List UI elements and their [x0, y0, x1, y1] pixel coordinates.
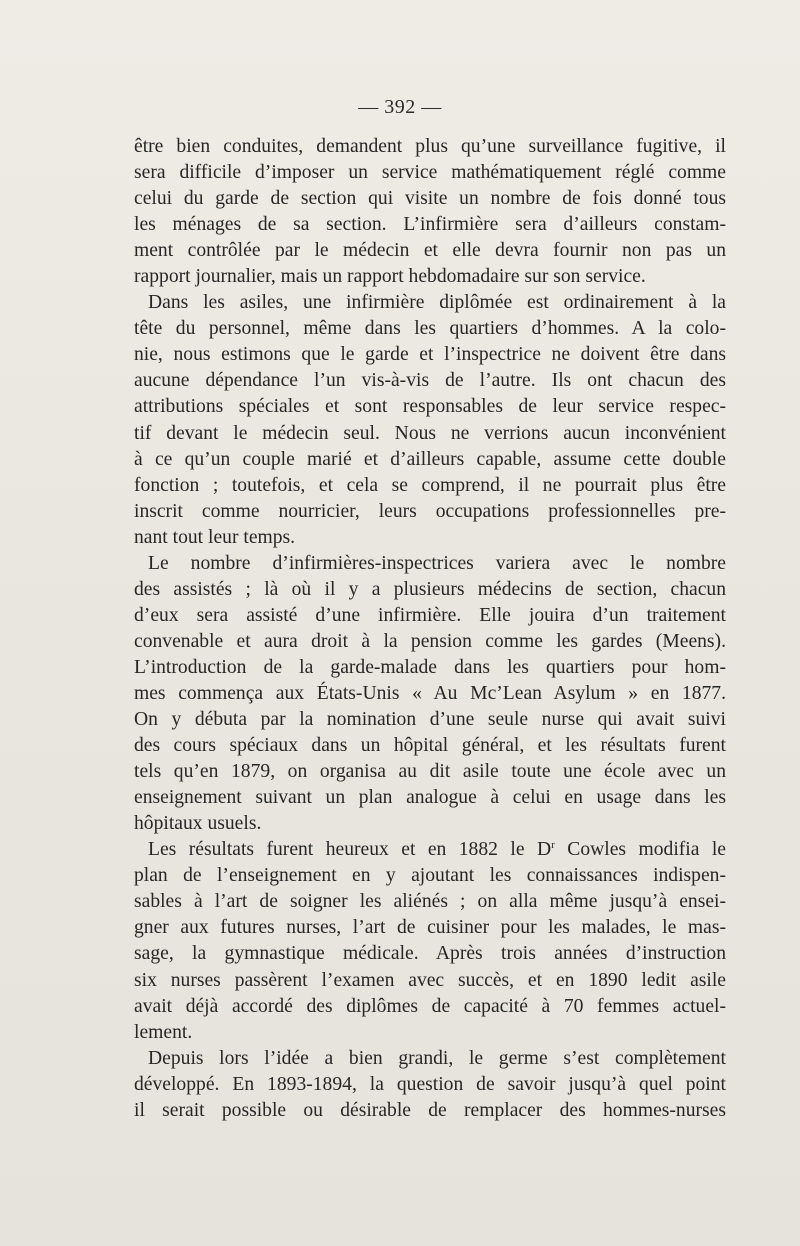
page-number: — 392 — — [358, 96, 442, 118]
text-line: ment contrôlée par le médecin et elle devra fournir non pas un — [134, 240, 726, 262]
text-line: développé. En 1893-1894, la question de savoir jusqu’à quel point — [134, 1073, 726, 1095]
text-line: être bien conduites, demandent plus qu’une surveillance fugitive, il — [134, 136, 726, 157]
text-line: les ménages de sa section. L’infirmière sera d’ailleurs constam- — [134, 214, 726, 236]
text-line: attributions spéciales et sont responsables de leur service respec- — [134, 396, 726, 418]
paragraph-start-line: Le nombre d’infirmières-inspectrices variera avec le nombre — [148, 552, 726, 574]
text-line: il serait possible ou désirable de remplacer des hommes-nurses — [134, 1099, 726, 1121]
text-line: celui du garde de section qui visite un nombre de fois donné tous — [134, 188, 726, 210]
text-line: des cours spéciaux dans un hôpital général, et les résultats furent — [134, 735, 726, 757]
text-line: aucune dépendance l’un vis-à-vis de l’autre. Ils ont chacun des — [134, 370, 726, 392]
text-line: tête du personnel, même dans les quartiers d’hommes. A la colo- — [134, 318, 726, 340]
text-line: convenable et aura droit à la pension comme les gardes (Meens). — [134, 630, 726, 652]
text-line: rapport journalier, mais un rapport hebdomadaire sur son service. — [134, 266, 646, 288]
text-line: nant tout leur temps. — [134, 526, 296, 548]
paragraph-start-line: Dans les asiles, une infirmière diplômée est ordinairement à la — [148, 292, 726, 314]
paragraph-start-line — [134, 837, 726, 863]
text-line: enseignement suivant un plan analogue à celui en usage dans les — [134, 787, 726, 809]
body-text — [134, 134, 726, 1124]
text-line: hôpitaux usuels. — [134, 813, 262, 835]
text-line: six nurses passèrent l’examen avec succès, et en 1890 ledit asile — [134, 969, 726, 991]
text-line: lement. — [134, 1021, 193, 1043]
text-line: L’introduction de la garde-malade dans les quartiers pour hom- — [134, 656, 726, 678]
paragraph-start-line: Depuis lors l’idée a bien grandi, le germe s’est complètement — [148, 1047, 726, 1069]
text-line: sables à l’art de soigner les aliénés ; on alla même jusqu’à ensei- — [134, 891, 726, 913]
text-line: nie, nous estimons que le garde et l’inspectrice ne doivent être dans — [134, 344, 726, 366]
text-line: avait déjà accordé des diplômes de capacité à 70 femmes actuel- — [134, 995, 726, 1017]
text-segment: Cowles modifia le — [554, 839, 727, 861]
text-line: fonction ; toutefois, et cela se comprend, il ne pourrait plus être — [134, 474, 726, 496]
text-line: tif devant le médecin seul. Nous ne verrions aucun inconvénient — [134, 422, 726, 444]
text-line: à ce qu’un couple marié et d’ailleurs capable, assume cette double — [134, 448, 726, 470]
text-line: gner aux futures nurses, l’art de cuisiner pour les malades, le mas- — [134, 917, 726, 939]
text-line: plan de l’enseignement en y ajoutant les connaissances indispen- — [134, 865, 726, 887]
text-segment: Les résultats furent heureux et en 1882 le D — [148, 839, 552, 861]
text-line: mes commença aux États-Unis « Au Mc’Lean Asylum » en 1877. — [134, 682, 726, 704]
text-line: des assistés ; là où il y a plusieurs médecins de section, chacun — [134, 578, 726, 600]
text-line: sage, la gymnastique médicale. Après trois années d’instruction — [134, 943, 726, 965]
text-line: On y débuta par la nomination d’une seule nurse qui avait suivi — [134, 709, 726, 731]
text-line: inscrit comme nourricier, leurs occupations professionnelles pre- — [134, 500, 726, 522]
text-line: d’eux sera assisté d’une infirmière. Elle jouira d’un traitement — [134, 604, 726, 626]
superscript: r — [551, 839, 555, 852]
text-line: tels qu’en 1879, on organisa au dit asile toute une école avec un — [134, 761, 726, 783]
text-line: sera difficile d’imposer un service mathématiquement réglé comme — [134, 162, 726, 184]
